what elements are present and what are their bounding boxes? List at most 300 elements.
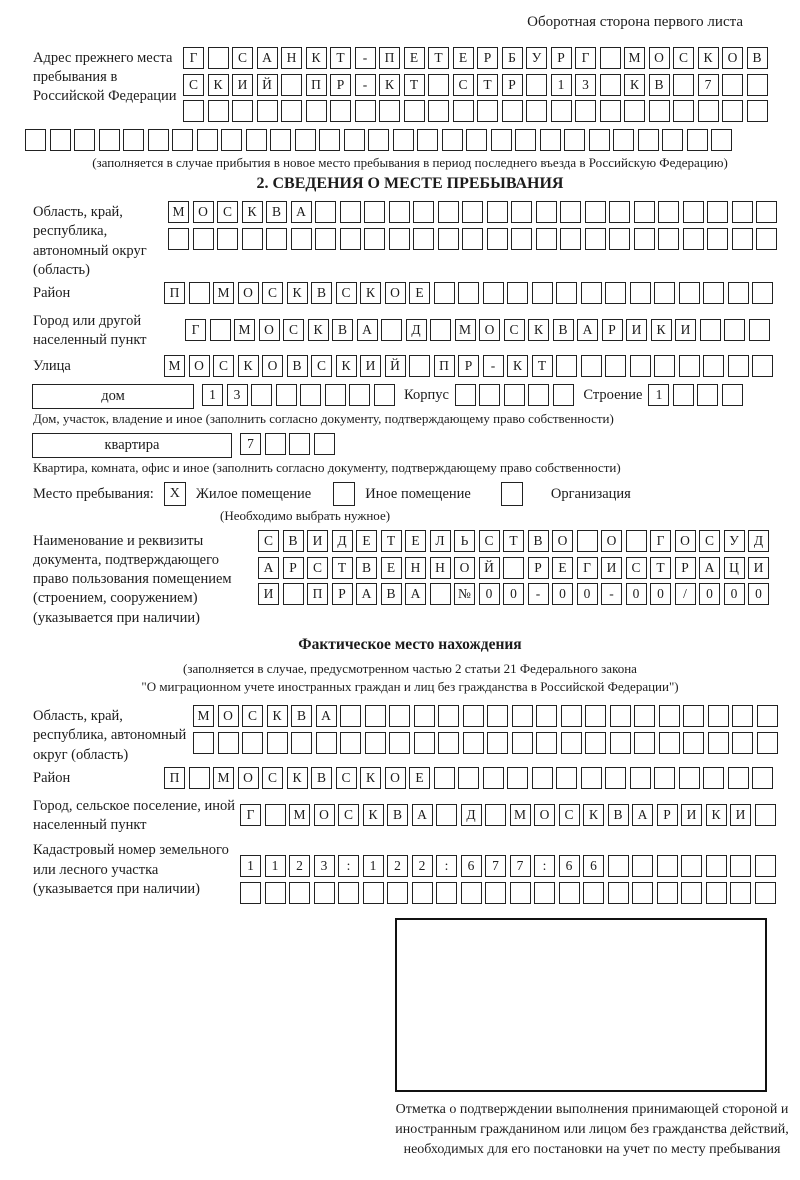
char-cell[interactable]: М <box>624 47 645 69</box>
char-cell[interactable]: С <box>453 74 474 96</box>
char-cell[interactable]: Р <box>502 74 523 96</box>
char-cell[interactable] <box>25 129 46 151</box>
char-cell[interactable] <box>752 355 773 377</box>
char-cell[interactable]: В <box>311 767 332 789</box>
char-cell[interactable] <box>630 282 651 304</box>
char-cell[interactable]: П <box>307 583 328 605</box>
char-cell[interactable]: О <box>193 201 214 223</box>
char-cell[interactable] <box>289 882 310 904</box>
char-cell[interactable] <box>752 767 773 789</box>
char-cell[interactable]: М <box>193 705 214 727</box>
char-cell[interactable] <box>755 882 776 904</box>
char-cell[interactable] <box>265 882 286 904</box>
char-cell[interactable]: О <box>479 319 500 341</box>
char-cell[interactable] <box>316 732 337 754</box>
char-cell[interactable]: К <box>360 282 381 304</box>
char-cell[interactable]: К <box>306 47 327 69</box>
char-cell[interactable] <box>673 100 694 122</box>
char-cell[interactable] <box>438 705 459 727</box>
char-cell[interactable]: К <box>698 47 719 69</box>
char-cell[interactable] <box>551 100 572 122</box>
char-cell[interactable] <box>722 384 743 406</box>
char-cell[interactable] <box>657 855 678 877</box>
char-cell[interactable] <box>168 228 189 250</box>
char-cell[interactable]: Д <box>406 319 427 341</box>
char-cell[interactable]: А <box>699 557 720 579</box>
char-cell[interactable] <box>340 732 361 754</box>
char-cell[interactable] <box>270 129 291 151</box>
char-cell[interactable] <box>703 282 724 304</box>
char-cell[interactable]: В <box>356 557 377 579</box>
char-cell[interactable] <box>659 705 680 727</box>
char-cell[interactable]: - <box>601 583 622 605</box>
char-cell[interactable] <box>732 705 753 727</box>
char-cell[interactable] <box>511 228 532 250</box>
house-field[interactable]: дом <box>32 384 194 409</box>
char-cell[interactable]: Б <box>502 47 523 69</box>
char-cell[interactable] <box>707 228 728 250</box>
apartment-field[interactable]: квартира <box>32 433 232 458</box>
char-cell[interactable]: К <box>507 355 528 377</box>
char-cell[interactable] <box>389 201 410 223</box>
char-cell[interactable]: О <box>314 804 335 826</box>
char-cell[interactable]: С <box>307 557 328 579</box>
char-cell[interactable]: К <box>238 355 259 377</box>
char-cell[interactable]: С <box>258 530 279 552</box>
char-cell[interactable] <box>453 100 474 122</box>
char-cell[interactable] <box>462 228 483 250</box>
char-cell[interactable] <box>755 855 776 877</box>
char-cell[interactable]: М <box>213 282 234 304</box>
char-cell[interactable]: М <box>289 804 310 826</box>
char-cell[interactable]: Т <box>650 557 671 579</box>
char-cell[interactable] <box>483 282 504 304</box>
char-cell[interactable] <box>387 882 408 904</box>
char-cell[interactable] <box>208 47 229 69</box>
char-cell[interactable] <box>276 384 297 406</box>
checkbox-organization[interactable] <box>501 482 523 506</box>
char-cell[interactable] <box>683 705 704 727</box>
char-cell[interactable] <box>600 100 621 122</box>
char-cell[interactable]: 0 <box>724 583 745 605</box>
char-cell[interactable]: И <box>307 530 328 552</box>
char-cell[interactable] <box>722 74 743 96</box>
char-cell[interactable]: О <box>385 767 406 789</box>
char-cell[interactable] <box>605 767 626 789</box>
char-cell[interactable] <box>434 767 455 789</box>
char-cell[interactable]: П <box>164 282 185 304</box>
char-cell[interactable]: Р <box>551 47 572 69</box>
char-cell[interactable]: 0 <box>699 583 720 605</box>
char-cell[interactable]: Е <box>404 47 425 69</box>
char-cell[interactable] <box>434 282 455 304</box>
char-cell[interactable] <box>461 882 482 904</box>
char-cell[interactable] <box>613 129 634 151</box>
char-cell[interactable] <box>208 100 229 122</box>
char-cell[interactable]: 7 <box>485 855 506 877</box>
char-cell[interactable] <box>487 201 508 223</box>
char-cell[interactable] <box>50 129 71 151</box>
char-cell[interactable] <box>634 705 655 727</box>
char-cell[interactable]: К <box>336 355 357 377</box>
char-cell[interactable] <box>242 228 263 250</box>
char-cell[interactable]: : <box>338 855 359 877</box>
char-cell[interactable]: В <box>553 319 574 341</box>
char-cell[interactable]: Е <box>453 47 474 69</box>
char-cell[interactable]: : <box>436 855 457 877</box>
char-cell[interactable]: У <box>526 47 547 69</box>
char-cell[interactable]: О <box>534 804 555 826</box>
char-cell[interactable] <box>463 732 484 754</box>
char-cell[interactable] <box>600 74 621 96</box>
char-cell[interactable] <box>536 705 557 727</box>
char-cell[interactable]: В <box>747 47 768 69</box>
char-cell[interactable] <box>609 228 630 250</box>
char-cell[interactable]: О <box>649 47 670 69</box>
char-cell[interactable]: И <box>675 319 696 341</box>
char-cell[interactable] <box>364 201 385 223</box>
char-cell[interactable] <box>349 384 370 406</box>
char-cell[interactable]: - <box>528 583 549 605</box>
char-cell[interactable] <box>577 530 598 552</box>
char-cell[interactable]: Т <box>477 74 498 96</box>
char-cell[interactable]: М <box>234 319 255 341</box>
char-cell[interactable] <box>724 319 745 341</box>
char-cell[interactable]: О <box>454 557 475 579</box>
char-cell[interactable] <box>630 355 651 377</box>
char-cell[interactable] <box>218 732 239 754</box>
char-cell[interactable] <box>605 282 626 304</box>
char-cell[interactable] <box>340 705 361 727</box>
char-cell[interactable] <box>430 583 451 605</box>
char-cell[interactable] <box>540 129 561 151</box>
char-cell[interactable] <box>330 100 351 122</box>
char-cell[interactable]: К <box>379 74 400 96</box>
char-cell[interactable] <box>747 100 768 122</box>
char-cell[interactable]: С <box>213 355 234 377</box>
char-cell[interactable]: К <box>583 804 604 826</box>
char-cell[interactable] <box>315 201 336 223</box>
char-cell[interactable]: В <box>608 804 629 826</box>
char-cell[interactable] <box>314 433 335 455</box>
char-cell[interactable]: В <box>266 201 287 223</box>
char-cell[interactable]: А <box>405 583 426 605</box>
char-cell[interactable] <box>485 882 506 904</box>
char-cell[interactable]: Е <box>409 767 430 789</box>
char-cell[interactable] <box>722 100 743 122</box>
char-cell[interactable]: И <box>681 804 702 826</box>
char-cell[interactable]: Е <box>552 557 573 579</box>
char-cell[interactable] <box>732 201 753 223</box>
char-cell[interactable] <box>732 228 753 250</box>
char-cell[interactable]: М <box>168 201 189 223</box>
char-cell[interactable] <box>608 882 629 904</box>
char-cell[interactable] <box>757 705 778 727</box>
char-cell[interactable] <box>756 201 777 223</box>
char-cell[interactable]: Р <box>477 47 498 69</box>
char-cell[interactable]: Г <box>240 804 261 826</box>
char-cell[interactable] <box>232 100 253 122</box>
char-cell[interactable] <box>413 201 434 223</box>
char-cell[interactable] <box>413 228 434 250</box>
char-cell[interactable] <box>365 705 386 727</box>
char-cell[interactable] <box>365 732 386 754</box>
char-cell[interactable] <box>560 228 581 250</box>
char-cell[interactable] <box>585 732 606 754</box>
char-cell[interactable]: 7 <box>698 74 719 96</box>
char-cell[interactable] <box>340 228 361 250</box>
char-cell[interactable] <box>536 228 557 250</box>
char-cell[interactable] <box>564 129 585 151</box>
char-cell[interactable]: И <box>626 319 647 341</box>
char-cell[interactable] <box>240 882 261 904</box>
char-cell[interactable]: О <box>262 355 283 377</box>
char-cell[interactable] <box>534 882 555 904</box>
char-cell[interactable] <box>703 767 724 789</box>
char-cell[interactable] <box>608 855 629 877</box>
char-cell[interactable]: Р <box>330 74 351 96</box>
char-cell[interactable]: К <box>624 74 645 96</box>
char-cell[interactable]: А <box>577 319 598 341</box>
char-cell[interactable]: С <box>183 74 204 96</box>
char-cell[interactable] <box>610 705 631 727</box>
char-cell[interactable] <box>344 129 365 151</box>
char-cell[interactable] <box>654 282 675 304</box>
char-cell[interactable] <box>561 705 582 727</box>
char-cell[interactable] <box>681 855 702 877</box>
char-cell[interactable]: К <box>706 804 727 826</box>
char-cell[interactable] <box>412 882 433 904</box>
char-cell[interactable]: 1 <box>202 384 223 406</box>
char-cell[interactable] <box>510 882 531 904</box>
char-cell[interactable] <box>504 384 525 406</box>
char-cell[interactable]: 0 <box>626 583 647 605</box>
char-cell[interactable]: Р <box>458 355 479 377</box>
char-cell[interactable] <box>436 804 457 826</box>
char-cell[interactable] <box>526 74 547 96</box>
char-cell[interactable] <box>197 129 218 151</box>
char-cell[interactable] <box>491 129 512 151</box>
char-cell[interactable]: М <box>213 767 234 789</box>
char-cell[interactable]: Г <box>650 530 671 552</box>
char-cell[interactable] <box>700 319 721 341</box>
char-cell[interactable]: / <box>675 583 696 605</box>
char-cell[interactable]: Е <box>381 557 402 579</box>
char-cell[interactable] <box>281 100 302 122</box>
char-cell[interactable]: Р <box>528 557 549 579</box>
char-cell[interactable] <box>553 384 574 406</box>
char-cell[interactable]: 1 <box>363 855 384 877</box>
char-cell[interactable]: 3 <box>575 74 596 96</box>
char-cell[interactable] <box>300 384 321 406</box>
char-cell[interactable] <box>749 319 770 341</box>
char-cell[interactable] <box>585 201 606 223</box>
char-cell[interactable]: Е <box>409 282 430 304</box>
char-cell[interactable]: С <box>283 319 304 341</box>
char-cell[interactable]: К <box>208 74 229 96</box>
char-cell[interactable] <box>556 355 577 377</box>
char-cell[interactable] <box>507 282 528 304</box>
char-cell[interactable]: С <box>338 804 359 826</box>
char-cell[interactable]: Г <box>185 319 206 341</box>
char-cell[interactable] <box>679 355 700 377</box>
char-cell[interactable] <box>757 732 778 754</box>
char-cell[interactable] <box>315 228 336 250</box>
char-cell[interactable]: - <box>355 74 376 96</box>
char-cell[interactable]: С <box>626 557 647 579</box>
char-cell[interactable] <box>657 882 678 904</box>
char-cell[interactable]: М <box>164 355 185 377</box>
char-cell[interactable] <box>417 129 438 151</box>
char-cell[interactable]: С <box>336 767 357 789</box>
char-cell[interactable]: 1 <box>551 74 572 96</box>
char-cell[interactable]: № <box>454 583 475 605</box>
char-cell[interactable] <box>409 355 430 377</box>
char-cell[interactable] <box>319 129 340 151</box>
char-cell[interactable] <box>708 732 729 754</box>
char-cell[interactable] <box>123 129 144 151</box>
char-cell[interactable] <box>295 129 316 151</box>
char-cell[interactable] <box>210 319 231 341</box>
char-cell[interactable] <box>414 732 435 754</box>
char-cell[interactable] <box>485 804 506 826</box>
char-cell[interactable] <box>515 129 536 151</box>
char-cell[interactable] <box>756 228 777 250</box>
char-cell[interactable] <box>511 201 532 223</box>
char-cell[interactable] <box>217 228 238 250</box>
char-cell[interactable] <box>658 228 679 250</box>
char-cell[interactable] <box>559 882 580 904</box>
char-cell[interactable] <box>673 384 694 406</box>
char-cell[interactable] <box>526 100 547 122</box>
char-cell[interactable] <box>462 201 483 223</box>
char-cell[interactable] <box>374 384 395 406</box>
char-cell[interactable]: П <box>306 74 327 96</box>
char-cell[interactable]: 7 <box>510 855 531 877</box>
char-cell[interactable]: Т <box>428 47 449 69</box>
char-cell[interactable]: Г <box>575 47 596 69</box>
char-cell[interactable] <box>281 74 302 96</box>
char-cell[interactable]: А <box>632 804 653 826</box>
char-cell[interactable]: С <box>262 282 283 304</box>
char-cell[interactable] <box>393 129 414 151</box>
char-cell[interactable] <box>687 129 708 151</box>
char-cell[interactable] <box>507 767 528 789</box>
char-cell[interactable] <box>662 129 683 151</box>
char-cell[interactable] <box>732 732 753 754</box>
char-cell[interactable]: М <box>510 804 531 826</box>
char-cell[interactable]: С <box>336 282 357 304</box>
char-cell[interactable] <box>257 100 278 122</box>
char-cell[interactable] <box>707 201 728 223</box>
char-cell[interactable]: Р <box>332 583 353 605</box>
char-cell[interactable]: К <box>308 319 329 341</box>
char-cell[interactable]: Т <box>503 530 524 552</box>
char-cell[interactable]: А <box>291 201 312 223</box>
char-cell[interactable]: 6 <box>461 855 482 877</box>
char-cell[interactable]: Н <box>430 557 451 579</box>
char-cell[interactable] <box>747 74 768 96</box>
char-cell[interactable]: Ь <box>454 530 475 552</box>
char-cell[interactable]: О <box>675 530 696 552</box>
char-cell[interactable] <box>600 47 621 69</box>
char-cell[interactable]: А <box>412 804 433 826</box>
char-cell[interactable] <box>755 804 776 826</box>
char-cell[interactable] <box>683 228 704 250</box>
char-cell[interactable]: О <box>601 530 622 552</box>
char-cell[interactable]: С <box>479 530 500 552</box>
char-cell[interactable] <box>221 129 242 151</box>
char-cell[interactable] <box>728 355 749 377</box>
char-cell[interactable]: 0 <box>748 583 769 605</box>
char-cell[interactable]: У <box>724 530 745 552</box>
char-cell[interactable] <box>683 732 704 754</box>
char-cell[interactable]: С <box>699 530 720 552</box>
char-cell[interactable]: 3 <box>314 855 335 877</box>
char-cell[interactable] <box>193 228 214 250</box>
char-cell[interactable] <box>589 129 610 151</box>
char-cell[interactable]: А <box>258 557 279 579</box>
char-cell[interactable] <box>532 767 553 789</box>
char-cell[interactable]: Р <box>283 557 304 579</box>
char-cell[interactable] <box>389 228 410 250</box>
char-cell[interactable]: И <box>730 804 751 826</box>
char-cell[interactable]: П <box>434 355 455 377</box>
char-cell[interactable]: 6 <box>559 855 580 877</box>
char-cell[interactable] <box>658 201 679 223</box>
char-cell[interactable]: Р <box>675 557 696 579</box>
char-cell[interactable]: С <box>262 767 283 789</box>
char-cell[interactable]: Д <box>748 530 769 552</box>
char-cell[interactable] <box>466 129 487 151</box>
char-cell[interactable] <box>430 319 451 341</box>
char-cell[interactable] <box>581 282 602 304</box>
char-cell[interactable] <box>561 732 582 754</box>
char-cell[interactable] <box>242 732 263 754</box>
char-cell[interactable] <box>632 882 653 904</box>
char-cell[interactable] <box>483 767 504 789</box>
char-cell[interactable] <box>610 732 631 754</box>
char-cell[interactable] <box>438 732 459 754</box>
char-cell[interactable] <box>502 100 523 122</box>
char-cell[interactable]: Д <box>461 804 482 826</box>
char-cell[interactable]: С <box>504 319 525 341</box>
char-cell[interactable] <box>581 767 602 789</box>
char-cell[interactable]: В <box>381 583 402 605</box>
char-cell[interactable] <box>632 855 653 877</box>
char-cell[interactable] <box>528 384 549 406</box>
char-cell[interactable] <box>389 732 410 754</box>
char-cell[interactable] <box>581 355 602 377</box>
char-cell[interactable]: И <box>360 355 381 377</box>
char-cell[interactable] <box>585 228 606 250</box>
char-cell[interactable] <box>246 129 267 151</box>
char-cell[interactable]: 7 <box>240 433 261 455</box>
char-cell[interactable]: В <box>332 319 353 341</box>
char-cell[interactable] <box>752 282 773 304</box>
char-cell[interactable]: И <box>601 557 622 579</box>
char-cell[interactable]: О <box>552 530 573 552</box>
char-cell[interactable] <box>624 100 645 122</box>
char-cell[interactable] <box>267 732 288 754</box>
char-cell[interactable] <box>649 100 670 122</box>
char-cell[interactable] <box>728 282 749 304</box>
char-cell[interactable] <box>626 530 647 552</box>
char-cell[interactable] <box>193 732 214 754</box>
char-cell[interactable] <box>512 732 533 754</box>
char-cell[interactable] <box>609 201 630 223</box>
char-cell[interactable]: О <box>722 47 743 69</box>
